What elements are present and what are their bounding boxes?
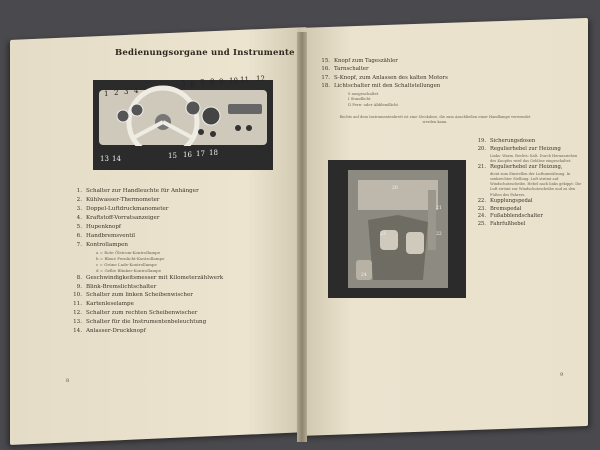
- dash-label: 3: [124, 88, 129, 96]
- sub-item: II Fern- oder Abblendlicht: [348, 101, 399, 107]
- photo-label: 22: [436, 232, 442, 237]
- legend-list-left: [70, 187, 223, 336]
- note-text: Rechts auf dem Instrumentenbrett ist eine Steckdose, die zum Anschließen einer Handlampe verwendet werden kann.: [339, 115, 531, 125]
- photo-label: 20: [392, 186, 398, 191]
- dash-label: 8: [210, 78, 215, 86]
- list-item: 8. Geschwindigkeitsmesser mit Kilometerzählwerk: [76, 274, 224, 281]
- list-item: 11. Kartenleselampe: [73, 301, 134, 308]
- dash-label: 10: [229, 77, 238, 85]
- dash-label: 14: [112, 155, 121, 163]
- list-item: 23. Bremspedal: [477, 205, 522, 212]
- list-item: 7. Kontrollampen: [76, 241, 128, 248]
- list-item: 18. Lichtschalter mit den Schaltstellungen: [321, 83, 441, 90]
- list-item: 22. Kupplungspedal: [477, 197, 533, 204]
- list-item: 13. Schalter für die Instrumentenbeleuchtung: [73, 319, 207, 326]
- list-item: 9. Blink-Bremslichtschalter: [76, 283, 157, 290]
- sub-item: c = Grüne Lade-Kontrollampe: [96, 261, 157, 267]
- list-item: 24. Fußabblendschalter: [477, 213, 543, 220]
- legend-list-right-column: [472, 138, 582, 229]
- dash-label: 2: [114, 89, 119, 97]
- dash-label: 9: [219, 78, 224, 86]
- list-item: 17. S-Knopf, zum Anlassen des kalten Motors: [321, 74, 448, 81]
- dash-label: 7: [200, 79, 205, 87]
- dash-label: 6: [190, 80, 195, 88]
- sub-item: a = Rote Ölstrom-Kontrollampe: [96, 249, 161, 255]
- sub-item: b = Blaue Fernlicht-Kontrollampe: [96, 255, 165, 261]
- photo-label: 24: [361, 273, 367, 278]
- sub-item: Links: Warm. Rechts: Kalt. Durch Herausziehen des Knopfes wird das Gebläse eingeschaltet.: [490, 153, 578, 163]
- sub-item: I Standlicht: [348, 96, 371, 102]
- list-item: 25. Fahrfußhebel: [477, 221, 526, 228]
- dash-label: 4: [134, 87, 139, 95]
- list-item: 3. Doppel-Luftdruckmanometer: [76, 205, 169, 212]
- list-item: 1. Schalter zur Handleuchte für Anhänger: [76, 188, 199, 194]
- dash-label: 16: [183, 151, 192, 159]
- sub-item: dient zum Einstellen der Luftumwälzung. In senkrechter Stellung: Luft strömt auf Windschutzscheibe. Hebel nach links gekippt: Die Luft strömt zur Windschutzscheibe und zu den Füßen des Fahrers.: [490, 171, 582, 197]
- dash-label: 12: [256, 75, 265, 83]
- dash-label: 1: [104, 90, 109, 98]
- list-item: 12. Schalter zum rechten Scheibenwischer: [73, 310, 198, 317]
- dash-label: 17: [196, 150, 205, 158]
- photo-label: 23: [380, 232, 386, 237]
- dash-label: 13: [100, 155, 109, 163]
- list-item: 6. Handbremsventil: [76, 232, 136, 239]
- list-item: 21. Regulierhebel zur Heizung,: [477, 164, 563, 170]
- dash-label: 5: [181, 80, 186, 88]
- dash-label: 11: [240, 76, 249, 84]
- list-item: 4. Kraftstoff-Vorratsanzeiger: [76, 214, 160, 221]
- list-item: 19. Sicherungsdosen: [477, 138, 536, 144]
- sub-item: d = Gelbe Blinker-Kontrollampe: [96, 267, 162, 273]
- legend-list-right-top: [318, 57, 448, 108]
- sub-item: 0 ausgeschaltet: [348, 90, 379, 96]
- pedal-illustration: [328, 160, 466, 298]
- page-title: Bedienungsorgane und Instrumente: [115, 48, 295, 58]
- page-number-left: 8: [66, 378, 70, 384]
- list-item: 14. Anlasser-Druckknopf: [73, 328, 146, 335]
- dash-label: 15: [168, 152, 177, 160]
- list-item: 2. Kühlwasser-Thermometer: [76, 196, 160, 203]
- pedal-photo: [328, 160, 466, 298]
- list-item: 10. Schalter zum linken Scheibenwischer: [73, 292, 193, 299]
- list-item: 5. Hupenknopf: [76, 223, 121, 230]
- list-item: 20. Regulierhebel zur Heizung: [477, 145, 561, 152]
- book-gutter: [297, 32, 307, 442]
- dash-label: 18: [209, 149, 218, 157]
- photo-label: 21: [436, 206, 442, 211]
- list-item: 15. Knopf zum Tageszähler: [321, 58, 398, 64]
- page-number-right: 9: [560, 372, 564, 378]
- list-item: 16. Tarnschalter: [321, 66, 369, 73]
